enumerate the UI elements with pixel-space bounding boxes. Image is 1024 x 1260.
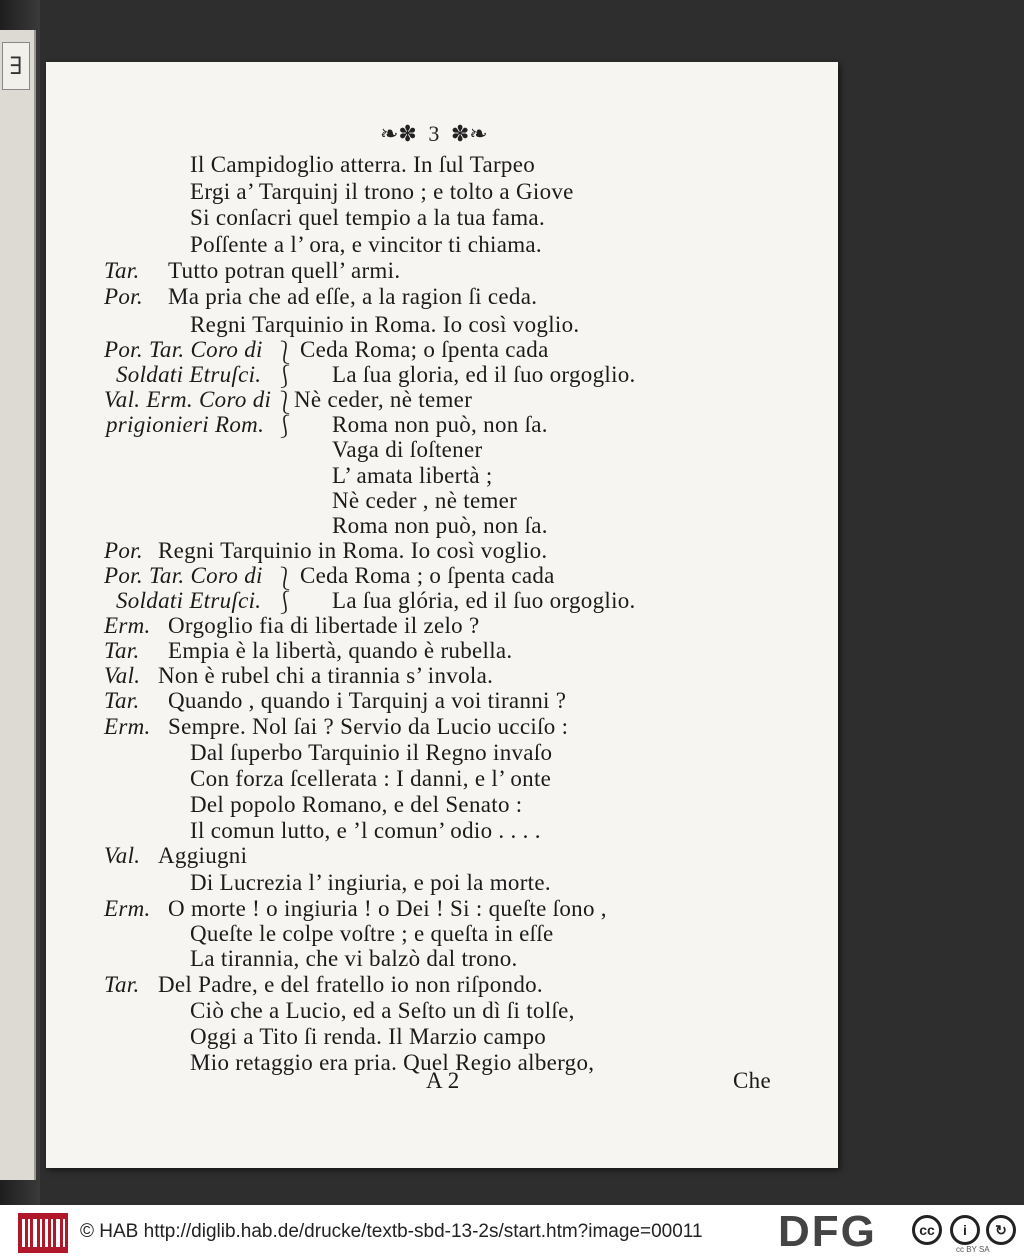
verse-line: Nè ceder, nè temer: [294, 387, 473, 412]
speaker-label: Por. Tar. Coro di: [104, 337, 263, 362]
verse-line: Ma pria che ad eſſe, a la ragion ſi ceda.: [168, 284, 538, 309]
verse-line: Regni Tarquinio in Roma. Io così voglio.: [190, 312, 580, 337]
verse-line: Orgoglio fia di libertade il zelo ?: [168, 613, 480, 638]
signature-mark: A 2: [426, 1068, 460, 1093]
cc-icon: cc: [912, 1215, 942, 1245]
speaker-label: Val.: [104, 663, 141, 688]
verse-line: Regni Tarquinio in Roma. Io così voglio.: [158, 538, 548, 563]
verse-line: Aggiugni: [158, 843, 248, 868]
verse-line: O morte ! o ingiuria ! o Dei ! Si : queſte ſono ,: [168, 896, 607, 921]
page-tab-marker: ∃: [2, 42, 30, 90]
speaker-label: prigionieri Rom.: [106, 412, 265, 437]
speaker-label: Val.: [104, 843, 141, 868]
verse-line: Mio retaggio era pria. Quel Regio albergo,: [190, 1050, 595, 1075]
verse-line: Sempre. Nol ſai ? Servio da Lucio ucciſo :: [168, 714, 569, 739]
by-icon: i: [950, 1215, 980, 1245]
speaker-label: Tar.: [104, 688, 140, 713]
speaker-label: Tar.: [104, 258, 140, 283]
speaker-label: Erm.: [104, 896, 151, 921]
speaker-label: Soldati Etruſci.: [116, 362, 262, 387]
verse-line: Vaga di ſoſtener: [332, 437, 483, 462]
brace-icon: ⎱: [274, 391, 297, 416]
verse-line: Di Lucrezia l’ ingiuria, e poi la morte.: [190, 870, 551, 895]
dfg-logo: DFG: [778, 1207, 877, 1256]
verse-line: Queſte le colpe voſtre ; e queſta in eſſe: [190, 921, 554, 946]
page-header: [380, 121, 488, 147]
speaker-label: Tar.: [104, 638, 140, 663]
verse-line: Nè ceder , nè temer: [332, 488, 518, 513]
verse-line: Poſſente a l’ ora, e vincitor ti chiama.: [190, 232, 542, 257]
page-number: 3: [428, 121, 440, 146]
adjacent-page-edge: [0, 30, 36, 1180]
copyright-link[interactable]: © HAB http://diglib.hab.de/drucke/textb-sbd-13-2s/start.htm?image=00011: [80, 1221, 703, 1242]
speaker-label: Por.: [104, 284, 143, 309]
verse-line: Del Padre, e del fratello io non riſpondo.: [158, 972, 543, 997]
verse-line: Roma non può, non ſa.: [332, 412, 548, 437]
brace-icon: ⎰: [274, 415, 297, 440]
verse-line: Ceda Roma; o ſpenta cada: [300, 337, 549, 362]
verse-line: Non è rubel chi a tirannia s’ invola.: [158, 663, 494, 688]
speaker-label: Tar.: [104, 972, 140, 997]
verse-line: La ſua glória, ed il ſuo orgoglio.: [332, 588, 636, 613]
verse-line: Empia è la libertà, quando è rubella.: [168, 638, 513, 663]
header-ornament-left-icon: ❧✽: [380, 121, 417, 146]
verse-line: Ergi a’ Tarquinj il trono ; e tolto a Giove: [190, 179, 574, 204]
verse-line: Il comun lutto, e ’l comun’ odio . . . .: [190, 818, 541, 843]
viewer-footer: [0, 1205, 1024, 1260]
verse-line: Con forza ſcellerata : I danni, e l’ onte: [190, 766, 552, 791]
cc-license-badge[interactable]: [912, 1211, 1018, 1253]
verse-line: Ciò che a Lucio, ed a Seſto un dì ſi tolſe,: [190, 998, 575, 1023]
license-label: cc BY SA: [956, 1245, 990, 1254]
brace-icon: ⎰: [274, 591, 297, 616]
verse-line: Ceda Roma ; o ſpenta cada: [300, 563, 555, 588]
verse-line: Tutto potran quell’ armi.: [168, 258, 401, 283]
speaker-label: Por. Tar. Coro di: [104, 563, 263, 588]
verse-line: L’ amata libertà ;: [332, 463, 493, 488]
verse-line: La ſua gloria, ed il ſuo orgoglio.: [332, 362, 636, 387]
verse-line: Quando , quando i Tarquinj a voi tiranni ?: [168, 688, 567, 713]
brace-icon: ⎱: [274, 567, 297, 592]
catchword: Che: [733, 1068, 771, 1093]
verse-line: La tirannia, che vi balzò dal trono.: [190, 946, 518, 971]
verse-line: Dal ſuperbo Tarquinio il Regno invaſo: [190, 740, 553, 765]
speaker-label: Val. Erm. Coro di: [104, 387, 272, 412]
verse-line: Si conſacri quel tempio a la tua fama.: [190, 205, 545, 230]
verse-line: Del popolo Romano, e del Senato :: [190, 792, 523, 817]
speaker-label: Erm.: [104, 613, 151, 638]
hab-barcode-logo-icon: [18, 1213, 68, 1253]
brace-icon: ⎱: [274, 341, 297, 366]
brace-icon: ⎰: [274, 365, 297, 390]
verse-line: Oggi a Tito ſi renda. Il Marzio campo: [190, 1024, 547, 1049]
sa-icon: ↻: [986, 1215, 1016, 1245]
speaker-label: Por.: [104, 538, 143, 563]
verse-line: Roma non può, non ſa.: [332, 513, 548, 538]
verse-line: Il Campidoglio atterra. In ſul Tarpeo: [190, 152, 536, 177]
header-ornament-right-icon: ✽❧: [450, 121, 488, 146]
speaker-label: Soldati Etruſci.: [116, 588, 262, 613]
speaker-label: Erm.: [104, 714, 151, 739]
